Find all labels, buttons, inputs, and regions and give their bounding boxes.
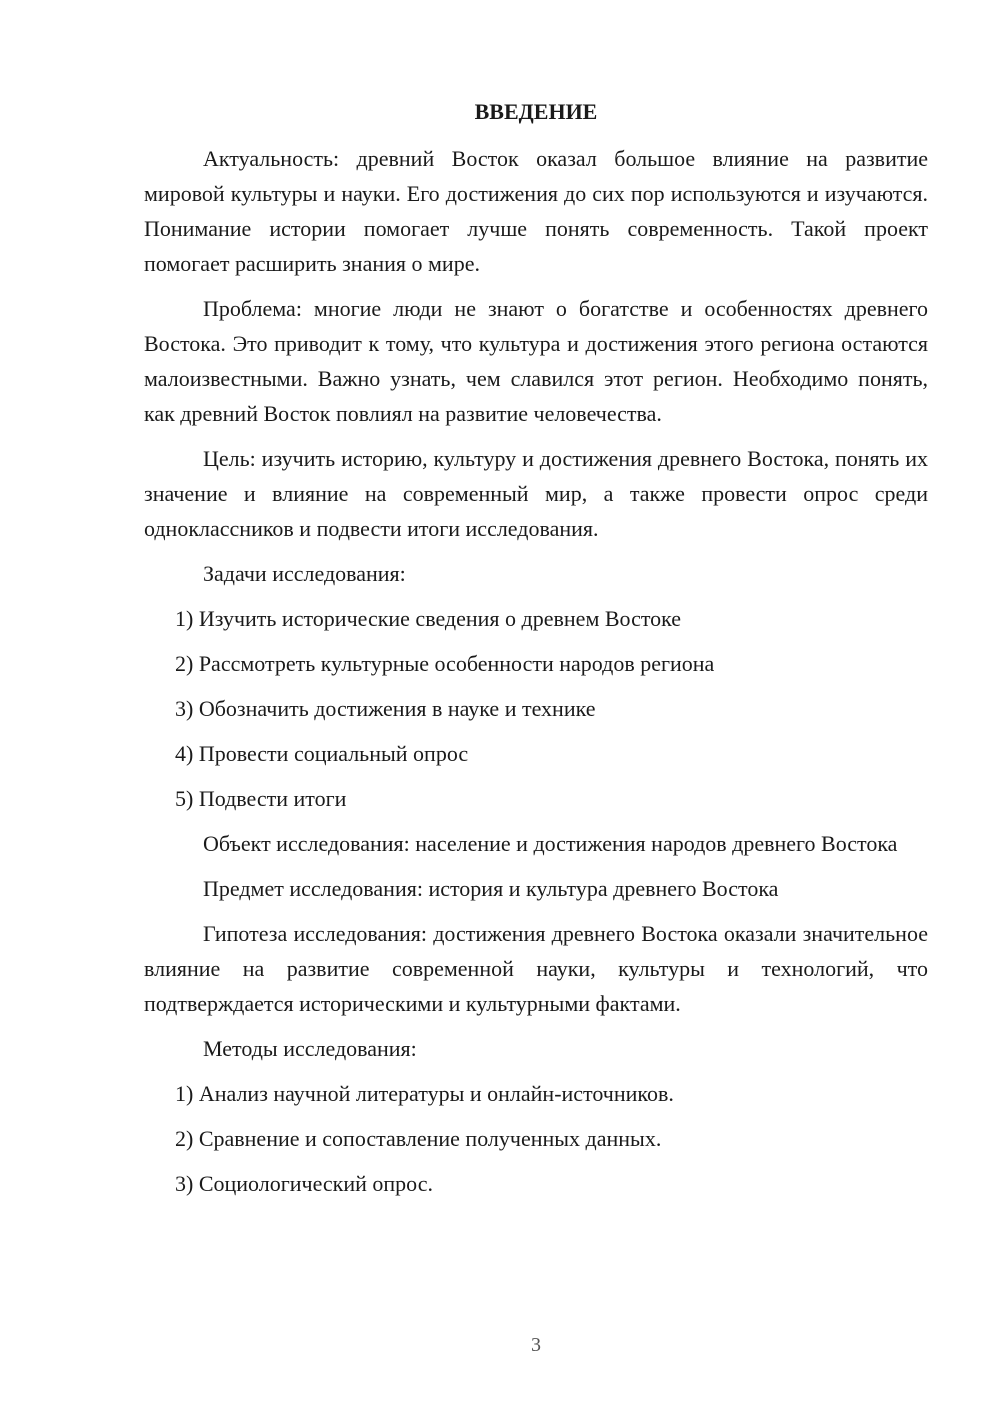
list-item: 1) Изучить исторические сведения о древнем Востоке <box>175 606 682 631</box>
hypothesis-paragraph: Гипотеза исследования: достижения древнего Востока оказали значительное влияние на развитие современной науки, культуры и технологий, что подтверждается историческими и культурными фактами. <box>144 921 928 1016</box>
list-item: 2) Рассмотреть культурные особенности народов региона <box>175 651 715 676</box>
tasks-list <box>144 601 928 816</box>
methods-heading: Методы исследования: <box>203 1036 417 1061</box>
list-item: 5) Подвести итоги <box>175 786 347 811</box>
page-number: 3 <box>531 1334 541 1356</box>
document-page <box>144 94 928 1211</box>
list-item: 3) Социологический опрос. <box>175 1171 433 1196</box>
methods-list <box>144 1076 928 1201</box>
problem-paragraph: Проблема: многие люди не знают о богатстве и особенностях древнего Востока. Это приводит к тому, что культура и достижения этого региона остаются малоизвестными. Важно узнать, чем славился этот регион. Необходимо понять, как древний Восток повлиял на развитие человечества. <box>144 296 928 426</box>
tasks-heading: Задачи исследования: <box>203 561 406 586</box>
list-item: 4) Провести социальный опрос <box>175 741 469 766</box>
page-title: ВВЕДЕНИЕ <box>474 99 598 124</box>
subject-paragraph: Предмет исследования: история и культура древнего Востока <box>203 876 779 901</box>
list-item: 2) Сравнение и сопоставление полученных данных. <box>175 1126 662 1151</box>
relevance-paragraph: Актуальность: древний Восток оказал большое влияние на развитие мировой культуры и науки. Его достижения до сих пор используются и изучаются. Понимание истории помогает лучше понять современность. Такой проект помогает расширить знания о мире. <box>144 146 928 276</box>
object-paragraph: Объект исследования: население и достижения народов древнего Востока <box>203 831 898 856</box>
goal-paragraph: Цель: изучить историю, культуру и достижения древнего Востока, понять их значение и влияние на современный мир, а также провести опрос среди одноклассников и подвести итоги исследования. <box>144 446 928 541</box>
list-item: 3) Обозначить достижения в науке и технике <box>175 696 596 721</box>
list-item: 1) Анализ научной литературы и онлайн-источников. <box>175 1081 674 1106</box>
